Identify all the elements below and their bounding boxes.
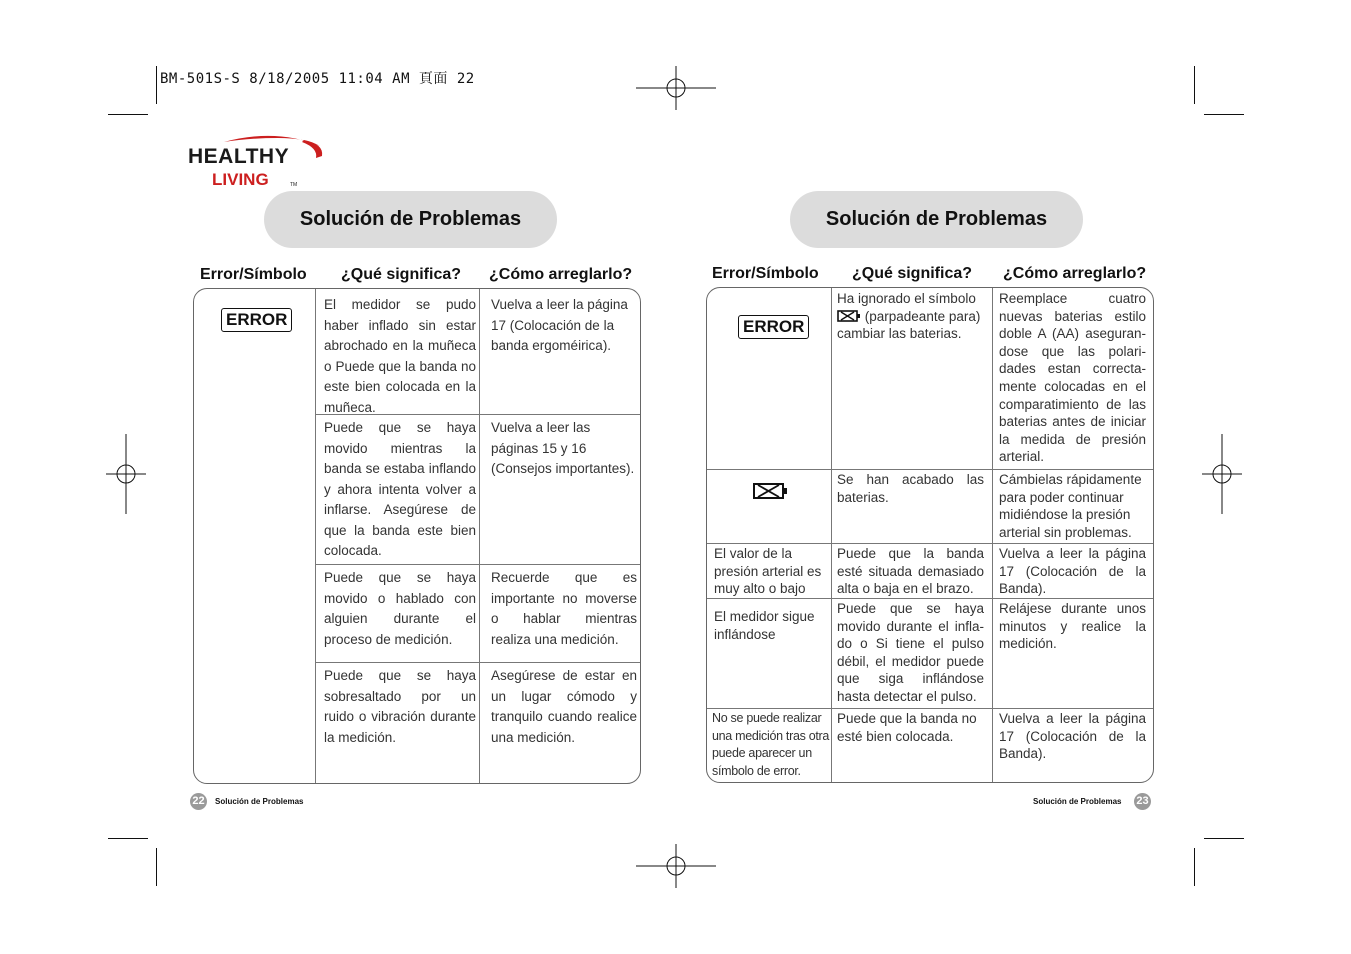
table-cell-meaning: Puede que se haya movido mientras la banda se estaba inflando y ahora intenta volver a inflarse. Asegúrese de que la banda este bien colocada.	[324, 420, 476, 558]
svg-text:HEALTHY: HEALTHY	[188, 145, 290, 168]
table-cell-fix: Reemplace cuatro nuevas baterias estilo doble A (AA) aseguran-dose que las polari-dades estan correcta-mente colocadas en el comparatimiento de las baterias antes de iniciar la medida de presión arterial.	[999, 291, 1146, 465]
table-cell-fix: Vuelva a leer la página 17 (Colocación de la Banda).	[999, 711, 1146, 762]
registration-mark-top	[636, 66, 716, 110]
right-page-title: Solución de Problemas	[825, 208, 1048, 230]
right-footer-label: Solución de Problemas	[1033, 797, 1122, 806]
left-header-fix: ¿Cómo arreglarlo?	[489, 266, 633, 283]
right-header-meaning: ¿Qué significa?	[852, 265, 973, 282]
table-cell-meaning: Puede que se haya sobresaltado por un ruido o vibración durante la medición.	[324, 668, 476, 745]
right-header-symbol: Error/Símbolo	[712, 265, 819, 282]
error-symbol-badge: ERROR	[738, 315, 809, 339]
error-symbol-badge: ERROR	[221, 308, 292, 332]
table-cell-meaning: El medidor se pudo haber inflado sin estar abrochado en la muñeca o Puede que la banda no este bien colocada en la muñeca.	[324, 297, 476, 415]
print-header: BM-501S-S 8/18/2005 11:04 AM 頁面 22	[160, 71, 475, 87]
left-footer-label: Solución de Problemas	[215, 797, 304, 806]
registration-mark-bottom	[636, 844, 716, 888]
right-header-fix: ¿Cómo arreglarlo?	[1003, 265, 1147, 282]
svg-text:TM: TM	[290, 182, 298, 188]
left-troubleshooting-table	[193, 288, 641, 784]
registration-mark-right	[1202, 434, 1242, 514]
battery-empty-icon	[753, 482, 789, 500]
svg-text:LIVING: LIVING	[212, 170, 269, 189]
table-cell-fix: Vuelva a leer la página 17 (Colocación de la Banda).	[999, 546, 1146, 597]
table-cell-meaning: Puede que la banda no esté bien colocada.	[837, 711, 977, 744]
table-cell-symbol: El valor de la presión arterial es muy alto o bajo	[714, 546, 822, 597]
left-header-meaning: ¿Qué significa?	[341, 266, 462, 283]
right-troubleshooting-table	[706, 287, 1154, 783]
table-cell-symbol: El medidor sigue inflándose	[714, 609, 815, 642]
table-cell-meaning: Puede que se haya movido durante el infla-do o Si tiene el pulso débil, el medidor puede que siga inflándose hasta detectar el pulso.	[837, 601, 984, 704]
left-page-number: 22	[190, 793, 207, 810]
battery-low-icon	[837, 310, 861, 322]
registration-mark-left	[106, 434, 146, 514]
right-title-pill	[790, 191, 1083, 248]
table-cell-fix: Cámbielas rápidamente para poder continuar midiéndose la presión arterial sin problemas.	[999, 472, 1142, 540]
healthy-living-logo	[186, 134, 326, 192]
left-page-title: Solución de Problemas	[299, 208, 522, 230]
table-cell-fix: Vuelva a leer la página 17 (Colocación de la banda ergoméirica).	[491, 297, 628, 353]
table-cell-meaning: Puede que se haya movido o hablado con alguien durante el proceso de medición.	[324, 570, 476, 647]
left-header-symbol: Error/Símbolo	[200, 266, 307, 283]
table-cell-meaning	[837, 290, 987, 343]
table-cell-fix: Vuelva a leer las páginas 15 y 16 (Consejos importantes).	[491, 420, 635, 476]
table-cell-symbol: No se puede realizar una medición tras otra puede aparecer un símbolo de error.	[712, 711, 830, 778]
right-page-number: 23	[1134, 793, 1151, 810]
table-cell-fix: Asegúrese de estar en un lugar cómodo y tranquilo cuando realice una medición.	[491, 668, 637, 745]
meaning-text: (parpadeante para) cambiar las baterias.	[837, 308, 981, 342]
meaning-text: Ha ignorado el símbolo	[837, 291, 976, 306]
table-cell-meaning: Se han acabado las baterias.	[837, 472, 984, 505]
table-cell-fix: Relájese durante unos minutos y realice la medición.	[999, 601, 1146, 652]
left-title-pill	[264, 191, 557, 248]
table-cell-meaning: Puede que la banda esté situada demasiado alta o baja en el brazo.	[837, 546, 984, 597]
table-cell-fix: Recuerde que es importante no moverse o hablar mientras realiza una medición.	[491, 570, 637, 647]
